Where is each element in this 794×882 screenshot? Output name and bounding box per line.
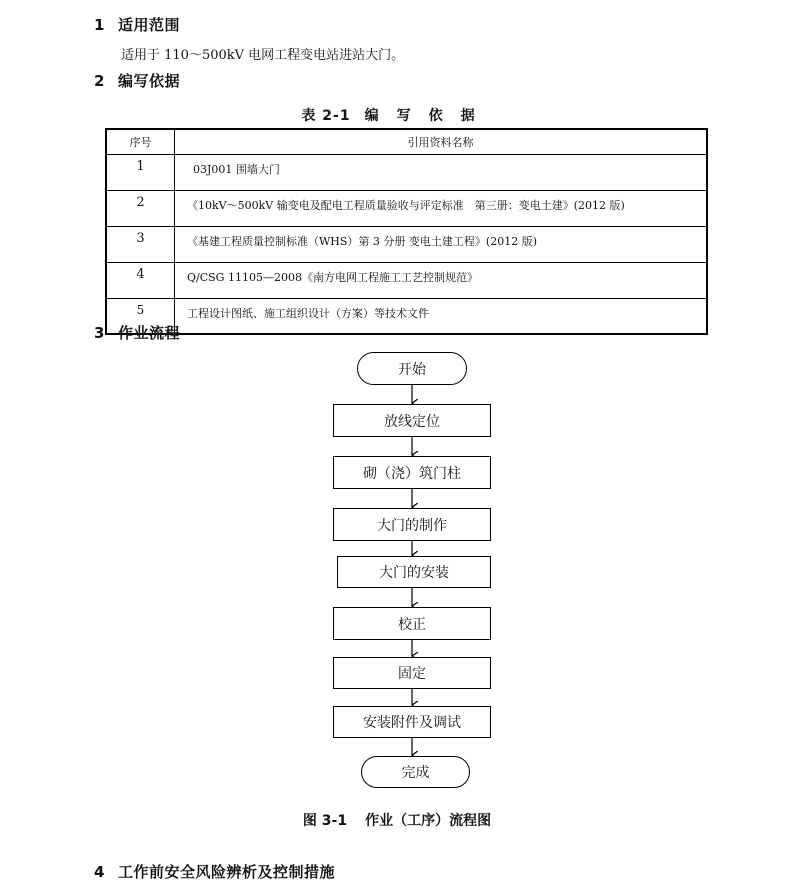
- flow-step: [333, 404, 491, 437]
- flow-start-terminal: [357, 352, 467, 385]
- row-reference-name: 03J001 围墙大门: [175, 155, 708, 191]
- flow-step: [337, 556, 491, 588]
- flow-step: [333, 607, 491, 640]
- flow-step: [333, 706, 491, 738]
- section-number: 3: [94, 324, 105, 342]
- column-header-no: 序号: [106, 129, 175, 155]
- figure-caption-id: 图 3-1: [302, 813, 348, 829]
- flow-step-label: 砌（浇）筑门柱: [363, 465, 461, 482]
- table-caption-id: 表 2-1: [301, 108, 351, 124]
- flow-step: [333, 508, 491, 541]
- figure-caption-title: 作业（工序）流程图: [365, 813, 492, 829]
- flow-step-label: 固定: [398, 666, 426, 682]
- table-caption-title: 编写依据: [364, 108, 493, 124]
- flow-step-label: 大门的制作: [377, 517, 447, 534]
- flow-step: [333, 657, 491, 689]
- scope-paragraph: 适用于 110～500kV 电网工程变电站进站大门。: [121, 48, 405, 63]
- flow-step-label: 安装附件及调试: [363, 715, 461, 731]
- row-number: 1: [106, 155, 175, 191]
- row-number: 5: [106, 299, 175, 335]
- flow-step-label: 放线定位: [384, 413, 440, 430]
- flow-step-label: 校正: [398, 616, 426, 633]
- row-number: 3: [106, 227, 175, 263]
- column-header-name: 引用资料名称: [175, 129, 708, 155]
- section-title: 工作前安全风险辨析及控制措施: [118, 863, 336, 881]
- row-reference-name: Q/CSG 11105—2008《南方电网工程施工工艺控制规范》: [175, 263, 708, 299]
- row-reference-name: 《10kV～500kV 输变电及配电工程质量验收与评定标准 第三册：变电土建》(2012 版): [175, 191, 708, 227]
- flow-start-label: 开始: [398, 361, 426, 378]
- flow-end-label: 完成: [401, 765, 430, 781]
- section-number: 4: [94, 863, 105, 881]
- section-title: 作业流程: [118, 324, 181, 342]
- row-number: 2: [106, 191, 175, 227]
- row-number: 4: [106, 263, 175, 299]
- section-number: 1: [94, 16, 105, 34]
- flow-end-terminal: [361, 756, 470, 788]
- row-reference-name: 《基建工程质量控制标准（WHS）第 3 分册 变电土建工程》(2012 版): [175, 227, 708, 263]
- flow-step: [333, 456, 491, 489]
- section-number: 2: [94, 72, 105, 90]
- flow-step-label: 大门的安装: [379, 565, 449, 581]
- section-title: 适用范围: [118, 16, 181, 34]
- figure-caption: [0, 810, 794, 830]
- row-reference-name: 工程设计图纸、施工组织设计（方案）等技术文件: [175, 299, 708, 335]
- section-title: 编写依据: [118, 72, 181, 90]
